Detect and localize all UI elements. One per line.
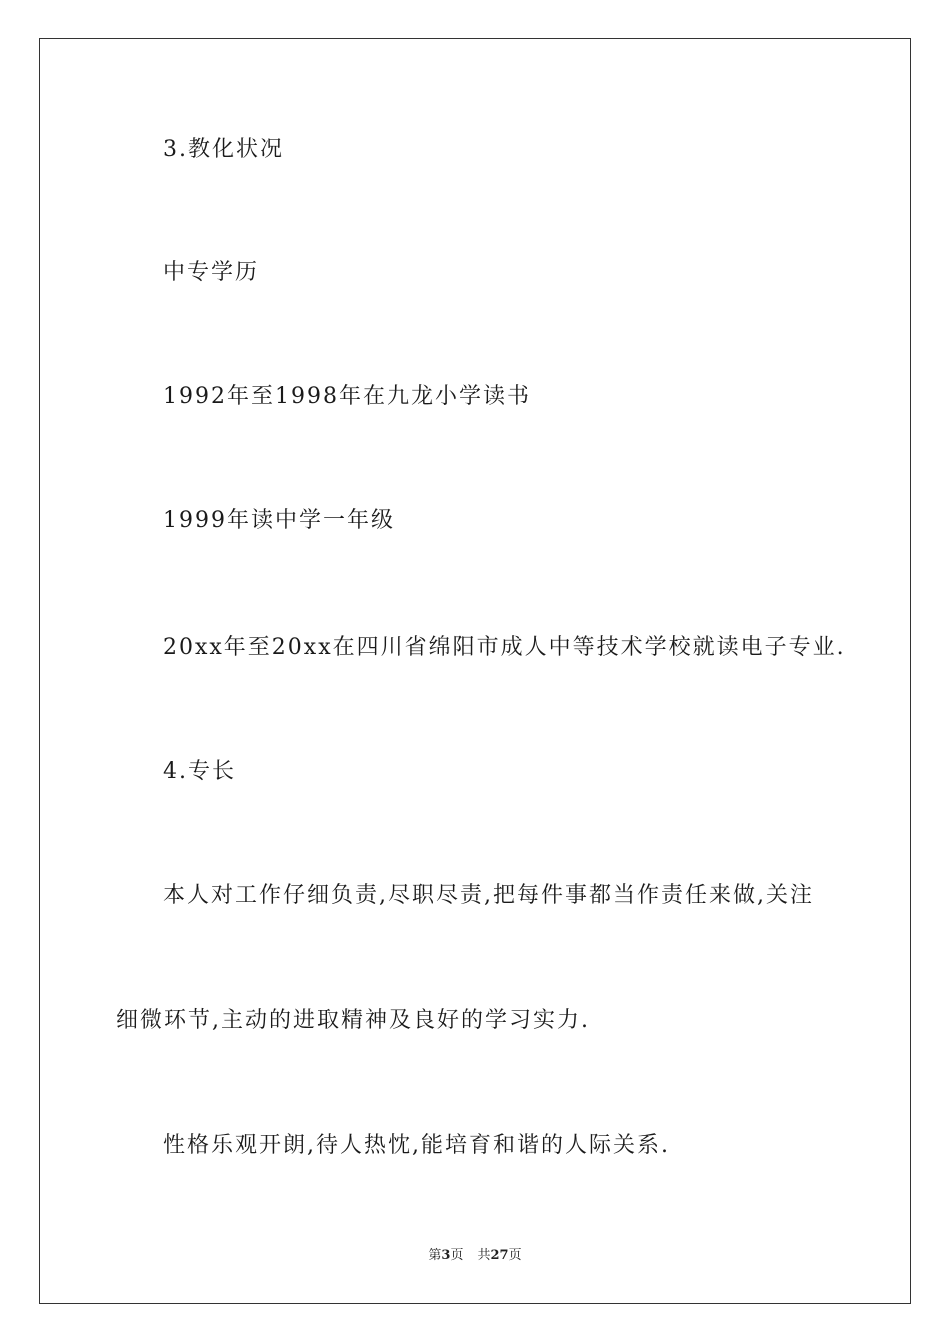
paragraph-technical-school: 20xx年至20xx在四川省绵阳市成人中等技术学校就读电子专业. [163,635,846,660]
paragraph-degree: 中专学历 [163,260,260,285]
footer-total-pages: 27 [490,1248,509,1263]
paragraph-personality: 性格乐观开朗,待人热忱,能培育和谐的人际关系. [163,1133,670,1158]
paragraph-middle-school: 1999年读中学一年级 [163,508,395,533]
paragraph-primary-school: 1992年至1998年在九龙小学读书 [163,384,531,409]
section-heading-skills: 4.专长 [163,759,236,784]
footer-page-suffix: 页 [450,1248,464,1263]
footer-total-suffix: 页 [508,1248,522,1263]
footer-page-prefix: 第 [428,1248,442,1263]
paragraph-skills-line1: 本人对工作仔细负责,尽职尽责,把每件事都当作责任来做,关注 [163,883,814,908]
footer-page-number: 3 [441,1248,451,1263]
page-footer [0,1246,950,1266]
footer-total-prefix: 共 [477,1248,491,1263]
section-heading-education: 3.教化状况 [163,137,284,162]
paragraph-skills-line2: 细微环节,主动的进取精神及良好的学习实力. [116,1008,590,1033]
page-border [39,38,911,1304]
